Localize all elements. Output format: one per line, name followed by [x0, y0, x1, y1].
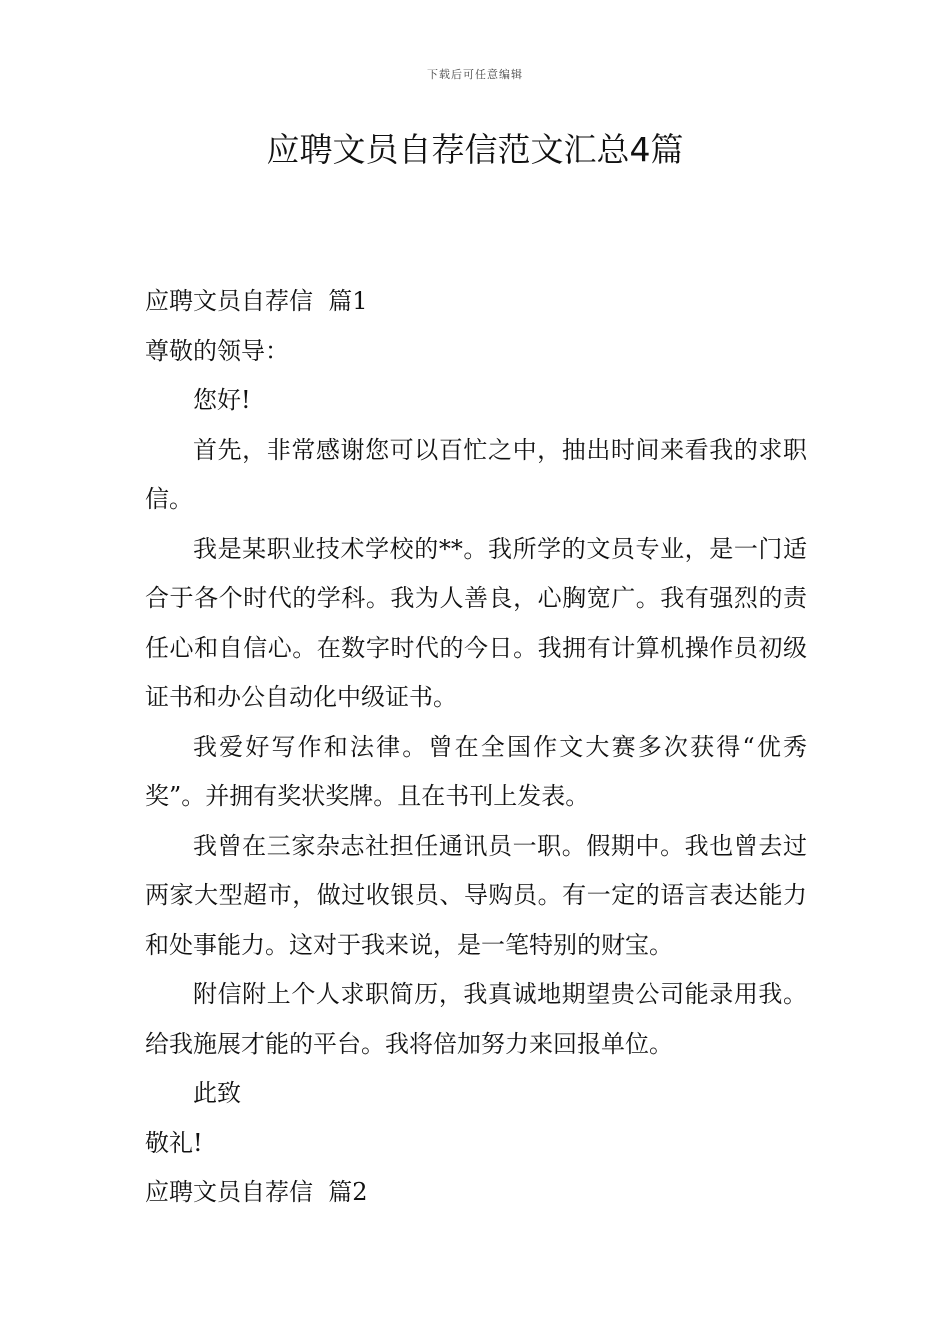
salutation: 尊敬的领导：	[145, 336, 289, 365]
section-heading-1: 应聘文员自荐信 篇1	[145, 287, 368, 315]
paragraph: 我是某职业技术学校的**。我所学的文员专业，是一门适合于各个时代的学科。我为人善良，心胸宽广。我有强烈的责任心和自信心。在数字时代的今日。我拥有计算机操作员初级证书和办公自动化中级证书。	[145, 534, 807, 711]
paragraph: 附信附上个人求职简历，我真诚地期望贵公司能录用我。给我施展才能的平台。我将倍加努力来回报单位。	[145, 980, 807, 1058]
greeting: 您好!	[193, 386, 251, 414]
paragraph: 首先，非常感谢您可以百忙之中，抽出时间来看我的求职信。	[145, 435, 807, 513]
document-body	[145, 277, 807, 1218]
header-note: 下载后可任意编辑	[427, 68, 523, 81]
closing: 此致	[193, 1079, 241, 1107]
paragraph: 我爱好写作和法律。曾在全国作文大赛多次获得“优秀奖”。并拥有奖状奖牌。且在书刊上发表。	[145, 732, 807, 810]
regards: 敬礼!	[145, 1128, 203, 1157]
paragraph: 我曾在三家杂志社担任通讯员一职。假期中。我也曾去过两家大型超市，做过收银员、导购员。有一定的语言表达能力和处事能力。这对于我来说，是一笔特别的财宝。	[145, 831, 807, 959]
document-title: 应聘文员自荐信范文汇总4篇	[266, 130, 684, 169]
section-heading-2: 应聘文员自荐信 篇2	[145, 1178, 368, 1206]
